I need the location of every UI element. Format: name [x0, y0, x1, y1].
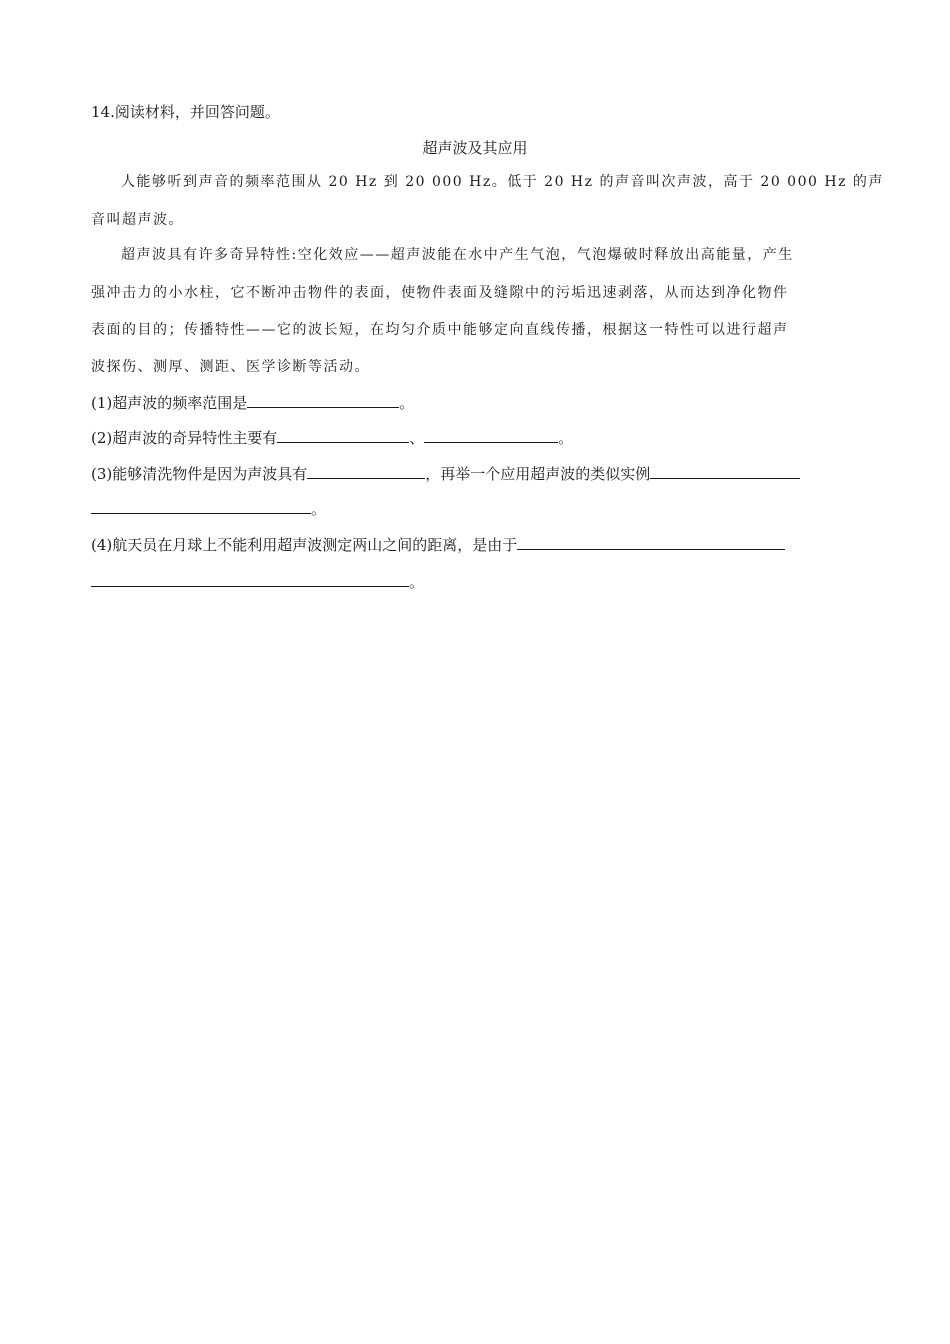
paragraph-line-1: 人能够听到声音的频率范围从 20 Hz 到 20 000 Hz。低于 20 Hz 的声音叫次声波，高于 20 000 Hz 的声	[121, 174, 884, 190]
sub-question-1-text: (1)超声波的频率范围是	[91, 394, 248, 412]
answer-blank-3a[interactable]	[307, 462, 425, 479]
sub-question-3-text-b: ，再举一个应用超声波的类似实例	[425, 465, 651, 483]
sub-question-3-text-a: (3)能够清洗物件是因为声波具有	[91, 465, 308, 483]
sub-question-2	[91, 426, 573, 448]
sub-question-2-end: 。	[558, 429, 574, 447]
paragraph-line-3: 超声波具有许多奇异特性:空化效应——超声波能在水中产生气泡，气泡爆破时释放出高能量，产生	[121, 247, 794, 263]
question-number-title: 14.阅读材料，并回答问题。	[91, 103, 280, 121]
sub-question-3-end: 。	[311, 500, 327, 518]
sub-question-1-end: 。	[399, 394, 415, 412]
answer-blank-2b[interactable]	[424, 426, 558, 443]
sub-question-4-end: 。	[409, 573, 425, 591]
answer-blank-3c[interactable]	[91, 497, 311, 514]
paragraph-line-4: 强冲击力的小水柱，它不断冲击物件的表面，使物件表面及缝隙中的污垢迅速剥落，从而达到净化物件	[91, 285, 789, 301]
paragraph-line-2: 音叫超声波。	[91, 212, 184, 228]
answer-blank-4a[interactable]	[517, 533, 785, 550]
paragraph-line-5: 表面的目的；传播特性——它的波长短，在均匀介质中能够定向直线传播，根据这一特性可以进行超声	[91, 322, 789, 338]
article-title: 超声波及其应用	[422, 139, 528, 157]
sub-question-4-text: (4)航天员在月球上不能利用超声波测定两山之间的距离，是由于	[91, 536, 518, 554]
sub-question-2-sep: 、	[409, 429, 425, 447]
answer-blank-3b[interactable]	[650, 462, 800, 479]
sub-question-3	[91, 462, 800, 484]
answer-blank-2a[interactable]	[277, 426, 409, 443]
sub-question-3-continued	[91, 497, 326, 519]
answer-blank-1[interactable]	[247, 391, 399, 408]
sub-question-2-text: (2)超声波的奇异特性主要有	[91, 429, 278, 447]
paragraph-line-6: 波探伤、测厚、测距、医学诊断等活动。	[91, 359, 370, 375]
sub-question-4	[91, 533, 785, 555]
sub-question-1	[91, 391, 414, 413]
sub-question-4-continued	[91, 570, 424, 592]
answer-blank-4b[interactable]	[91, 570, 409, 587]
